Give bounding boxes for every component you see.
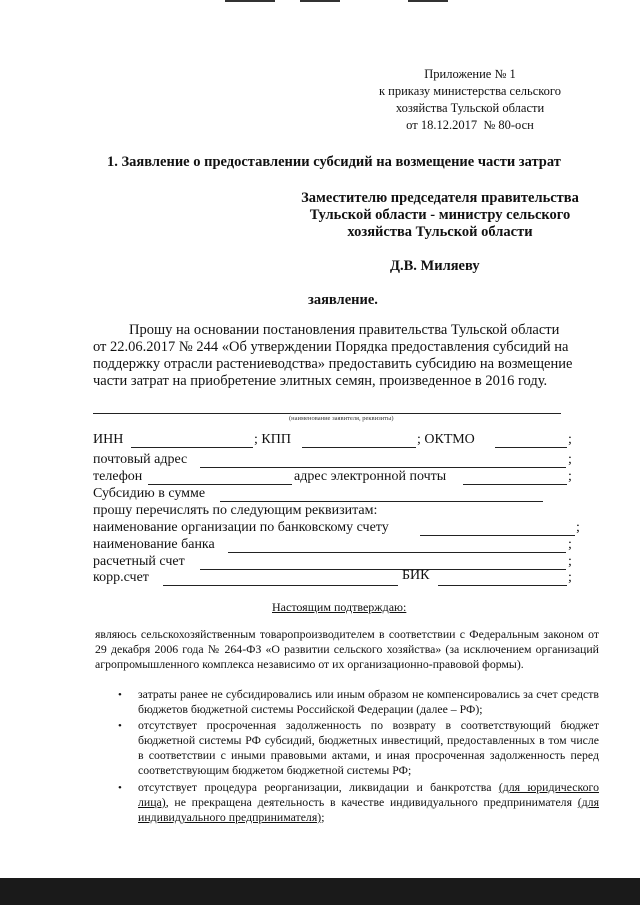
oktmo-field[interactable] (495, 447, 567, 448)
bik-field[interactable] (438, 585, 567, 586)
semicolon: ; (576, 520, 580, 535)
intro-line2: от 22.06.2017 № 244 «Об утверждении Порядка предоставления субсидий на (93, 339, 569, 355)
intro-paragraph (93, 322, 573, 390)
semicolon: ; (568, 570, 572, 585)
postal-label: почтовый адрес (93, 452, 188, 467)
org-name-field[interactable] (420, 535, 575, 536)
annex-line2: к приказу министерства сельского (378, 84, 561, 98)
addressee-name: Д.В. Миляеву (390, 258, 480, 274)
annex-number: № 80-осн (483, 118, 534, 132)
inn-label: ИНН (93, 432, 124, 447)
bik-label: БИК (402, 568, 430, 583)
account-field[interactable] (200, 569, 566, 570)
addressee-block (275, 190, 605, 241)
intro-line4: части затрат на приобретение элитных семян, произведенное в 2016 году. (93, 373, 548, 389)
bullet-1-text: затраты ранее не субсидировались или иным образом не компенсировались за счет средств бюджетов бюджетной системы Российской Федерации (далее – РФ); (138, 687, 599, 716)
subsidy-amount-field[interactable] (220, 501, 543, 502)
bullet-3-text (138, 780, 599, 825)
addressee-line1: Заместителю председателя правительства (301, 190, 579, 206)
bullet-3-end: ; (321, 810, 325, 824)
bullet-mark: • (118, 689, 122, 701)
oktmo-label: ; ОКТМО (417, 432, 475, 447)
addressee-line2: Тульской области - министру сельского (309, 207, 571, 223)
bullet-3-start: отсутствует процедура реорганизации, ликвидации и банкротства (138, 780, 492, 794)
annex-date: от 18.12.2017 (406, 118, 478, 132)
confirm-heading: Настоящим подтверждаю: (272, 600, 407, 614)
account-label: расчетный счет (93, 554, 185, 569)
postal-address-field[interactable] (200, 467, 566, 468)
bullet-mark: • (118, 782, 122, 794)
scan-mark (225, 0, 275, 2)
phone-field[interactable] (148, 484, 292, 485)
corr-account-field[interactable] (163, 585, 398, 586)
applicant-caption: (наименование заявителя, реквизиты) (289, 415, 394, 422)
bullet-3-legal-entity: (для юридического лица) (138, 780, 599, 809)
email-label: адрес электронной почты (294, 469, 447, 484)
corr-label: корр.счет (93, 570, 149, 585)
semicolon: ; (568, 432, 572, 447)
statement-word: заявление. (308, 292, 378, 308)
scan-edge (0, 878, 640, 905)
org-name-label: наименование организации по банковскому счету (93, 520, 389, 535)
document-title: 1. Заявление о предоставлении субсидий на возмещение части затрат (107, 154, 561, 170)
email-field[interactable] (463, 484, 567, 485)
bank-name-field[interactable] (228, 552, 566, 553)
semicolon: ; (568, 554, 572, 569)
applicant-name-field[interactable] (93, 413, 561, 414)
annex-line1: Приложение № 1 (424, 67, 516, 81)
intro-line1: Прошу на основании постановления правительства Тульской области (129, 322, 560, 338)
confirm-paragraph: являюсь сельскохозяйственным товаропроизводителем в соответствии с Федеральным законом от 29 декабря 2006 года № 264-ФЗ «О развитии сельского хозяйства» (за исключением организаций агропромышленного комплекса независимо от их организационно-правовой формы). (95, 627, 599, 671)
intro-line3: поддержку отрасли растениеводства» предоставить субсидию на возмещение (93, 356, 573, 372)
semicolon: ; (568, 452, 572, 467)
scan-mark (408, 0, 448, 2)
annex-date-line (360, 117, 580, 134)
bullet-mark: • (118, 720, 122, 732)
semicolon: ; (568, 469, 572, 484)
kpp-label: ; КПП (254, 432, 291, 447)
transfer-label: прошу перечислять по следующим реквизитам: (93, 503, 378, 518)
bank-label: наименование банка (93, 537, 215, 552)
bullet-2-text: отсутствует просроченная задолженность по возврату в соответствующий бюджет бюджетной системы РФ субсидий, бюджетных инвестиций, предоставленных в том числе в соответствии с иными правовыми актами, и иная просроченная задолженность перед соответствующим бюджетом бюджетной системы РФ; (138, 718, 599, 777)
kpp-field[interactable] (302, 447, 416, 448)
annex-block (360, 66, 580, 134)
addressee-line3: хозяйства Тульской области (347, 224, 533, 240)
semicolon: ; (568, 537, 572, 552)
phone-label: телефон (93, 469, 143, 484)
subsidy-label: Субсидию в сумме (93, 486, 206, 501)
scan-mark (300, 0, 340, 2)
annex-line3: хозяйства Тульской области (395, 101, 545, 115)
bullet-3-middle: , не прекращена деятельность в качестве индивидуального предпринимателя (165, 795, 572, 809)
bullet-3-entrepreneur: (для индивидуального предпринимателя) (138, 795, 599, 824)
inn-field[interactable] (131, 447, 253, 448)
